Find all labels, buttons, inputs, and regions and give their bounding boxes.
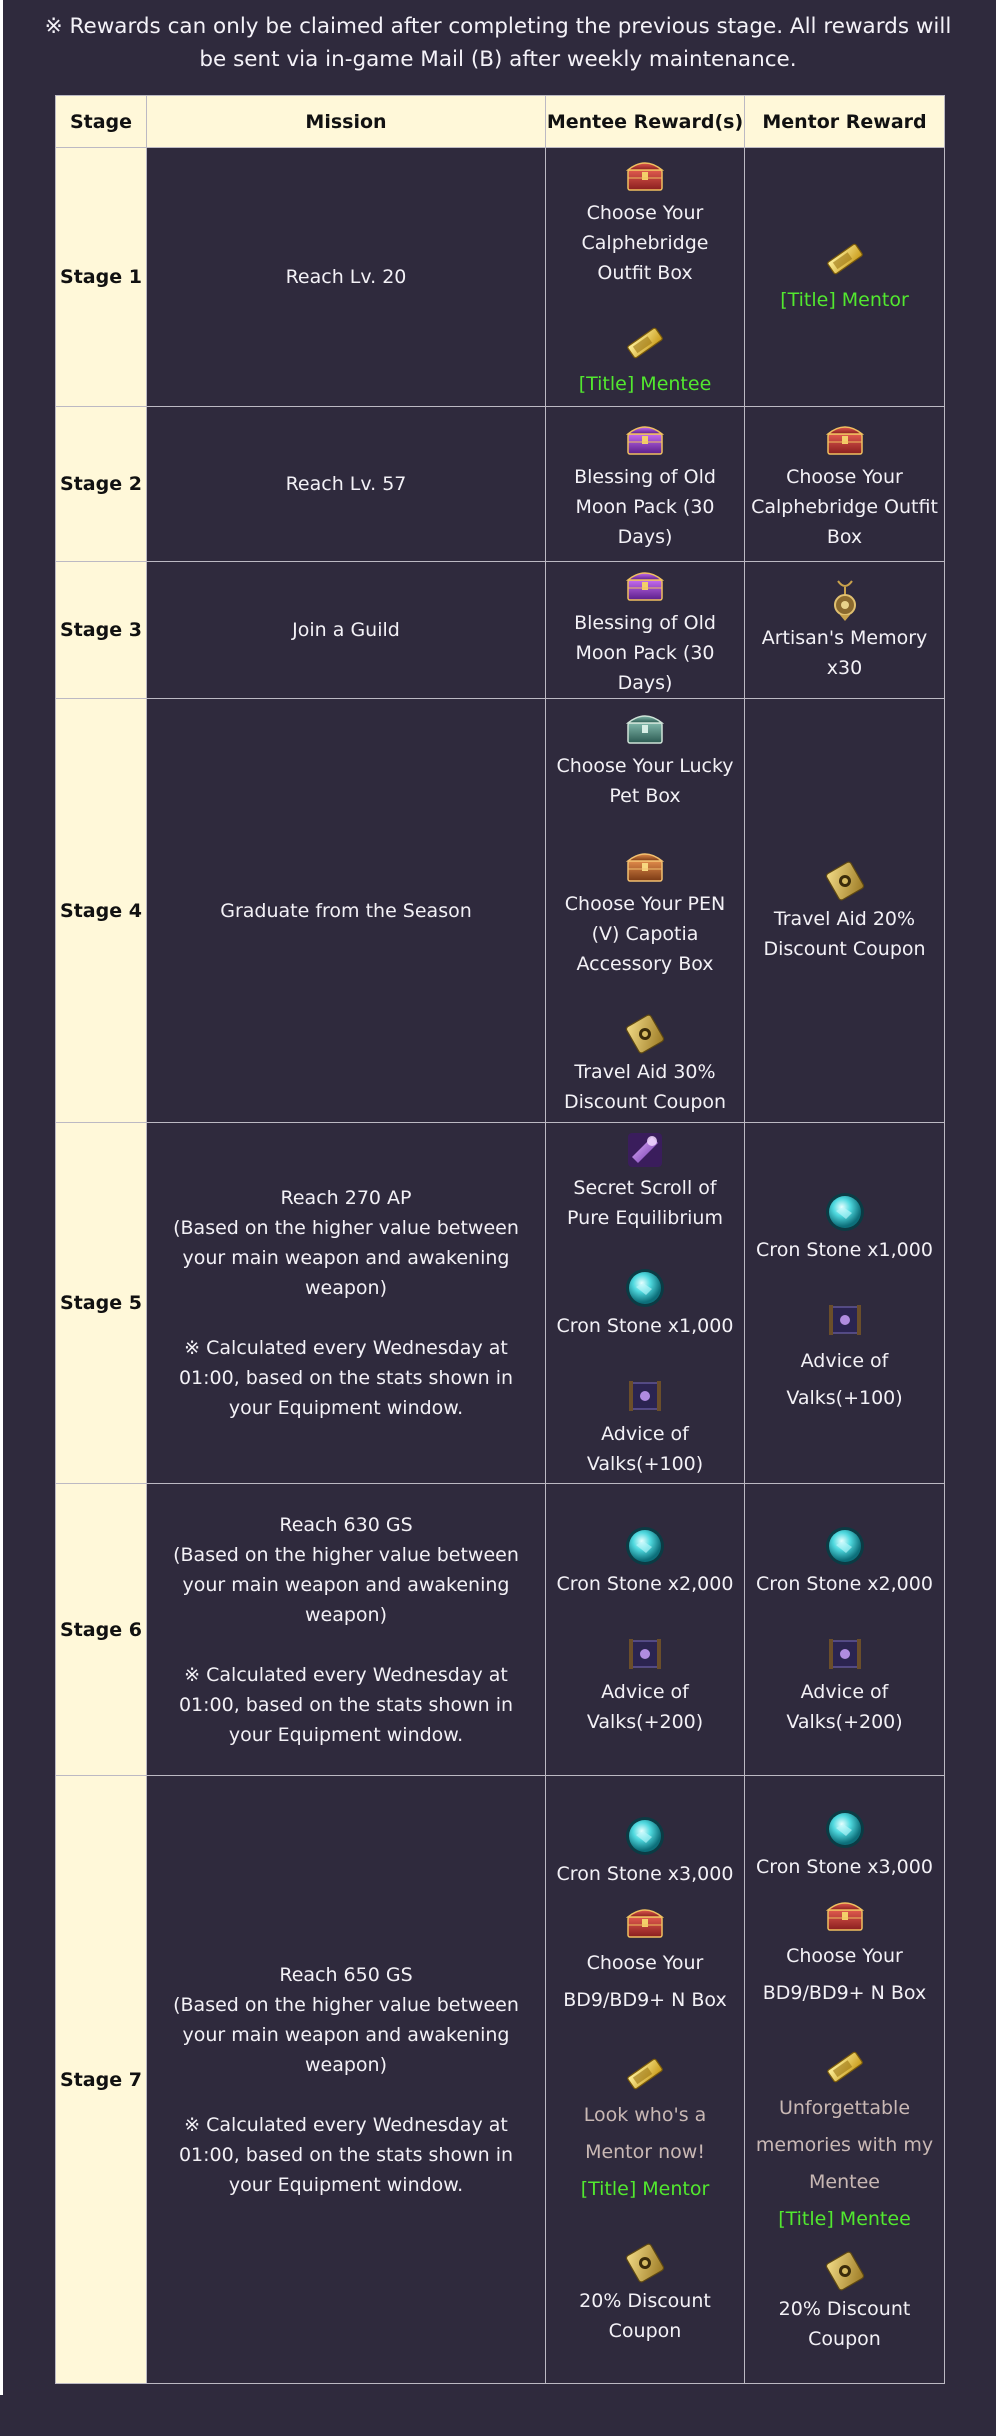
reward-label: Choose Your Calphebridge Outfit Box xyxy=(581,201,709,284)
stage-cell: Stage 2 xyxy=(56,407,147,562)
reward-label: Advice of Valks(+100) xyxy=(786,1350,903,1409)
mission-cell xyxy=(147,1123,546,1484)
mission-subtitle: (Based on the higher value between your main weapon and awakening weapon) xyxy=(173,1217,519,1299)
stage-cell: Stage 5 xyxy=(56,1123,147,1484)
reward-label: Cron Stone x3,000 xyxy=(556,1863,734,1885)
mentor-reward-cell xyxy=(745,1123,945,1484)
reward-item xyxy=(751,236,938,319)
chest-red-icon xyxy=(822,1892,868,1938)
reward-label: Travel Aid 20% Discount Coupon xyxy=(763,907,926,960)
header-mentee-reward: Mentee Reward(s) xyxy=(546,96,745,148)
mission-subtitle: (Based on the higher value between your main weapon and awakening weapon) xyxy=(173,1543,519,1626)
chest-purple-icon xyxy=(622,562,668,608)
reward-label: Choose Your PEN (V) Capotia Accessory Box xyxy=(564,892,726,975)
advice-icon xyxy=(622,1631,668,1677)
title-reward-label: [Title] Mentee xyxy=(578,372,712,395)
mission-title: Reach 650 GS xyxy=(279,1963,413,1986)
reward-item xyxy=(552,320,738,403)
reward-label: Cron Stone x2,000 xyxy=(556,1572,734,1595)
reward-label: Look who's a Mentor now! xyxy=(583,2104,707,2163)
reward-item xyxy=(552,416,738,552)
table-header-row xyxy=(56,96,945,148)
gold-ticket-icon xyxy=(622,320,668,366)
reward-label: Cron Stone x3,000 xyxy=(756,1855,933,1878)
reward-label: Secret Scroll of Pure Equilibrium xyxy=(567,1177,723,1229)
reward-item xyxy=(552,1899,738,2019)
stage-cell: Stage 3 xyxy=(56,562,147,699)
cron-stone-icon xyxy=(622,1523,668,1569)
gold-ticket-icon xyxy=(822,236,868,282)
chest-red-icon xyxy=(622,152,668,198)
reward-item xyxy=(552,705,738,811)
chest-orange-icon xyxy=(622,843,668,889)
reward-label: Cron Stone x1,000 xyxy=(556,1315,734,1337)
mentor-reward-cell xyxy=(745,1484,945,1776)
advice-icon xyxy=(822,1631,868,1677)
reward-item xyxy=(751,1297,938,1417)
reward-item xyxy=(751,416,938,552)
mentor-reward-cell xyxy=(745,699,945,1123)
mentee-reward-cell xyxy=(546,1123,745,1484)
reward-item xyxy=(552,1523,738,1599)
reward-item xyxy=(751,1892,938,2012)
reward-item xyxy=(751,577,938,683)
coupon-icon xyxy=(822,2248,868,2294)
mission-cell: Reach Lv. 20 xyxy=(147,148,546,407)
reward-label: Choose Your BD9/BD9+ N Box xyxy=(762,1944,927,2004)
reward-label: 20% Discount Coupon xyxy=(778,2297,911,2350)
rewards-table xyxy=(55,95,945,2384)
pendant-icon xyxy=(822,577,868,623)
mentor-reward-cell xyxy=(745,562,945,699)
reward-label: Artisan's Memory x30 xyxy=(761,627,928,679)
chest-teal-icon xyxy=(622,705,668,751)
scroll-icon xyxy=(622,1127,668,1173)
title-reward-label: [Title] Mentor xyxy=(780,288,909,311)
table-row xyxy=(56,699,945,1123)
reward-item xyxy=(552,2051,738,2208)
mission-cell: Reach Lv. 57 xyxy=(147,407,546,562)
reward-item xyxy=(751,1631,938,1737)
reward-item xyxy=(552,1373,738,1479)
chest-red-icon xyxy=(622,1899,668,1945)
cron-stone-icon xyxy=(622,1265,668,1311)
stage-cell: Stage 6 xyxy=(56,1484,147,1776)
table-row xyxy=(56,1776,945,2384)
cron-stone-icon xyxy=(822,1806,868,1852)
mission-note: ※ Calculated every Wednesday at 01:00, based on the stats shown in your Equipment window. xyxy=(178,1337,514,1419)
stage-cell: Stage 7 xyxy=(56,1776,147,2384)
reward-notice: ※ Rewards can only be claimed after completing the previous stage. All rewards will be sent via in-game Mail (B) after weekly maintenance. xyxy=(44,14,952,72)
reward-label: 20% Discount Coupon xyxy=(579,2290,711,2342)
mission-cell: Join a Guild xyxy=(147,562,546,699)
reward-label: Blessing of Old Moon Pack (30 Days) xyxy=(574,612,716,694)
reward-item xyxy=(552,2240,738,2346)
mission-subtitle: (Based on the higher value between your main weapon and awakening weapon) xyxy=(173,1993,519,2076)
header-mission: Mission xyxy=(147,96,546,148)
mentee-reward-cell xyxy=(546,1484,745,1776)
reward-item xyxy=(552,562,738,698)
table-row xyxy=(56,148,945,407)
mission-title: Reach 270 AP xyxy=(280,1187,412,1209)
reward-label: Choose Your BD9/BD9+ N Box xyxy=(563,1952,727,2011)
table-row xyxy=(56,1484,945,1776)
mentee-reward-cell xyxy=(546,699,745,1123)
chest-red-icon xyxy=(822,416,868,462)
stage-cell: Stage 4 xyxy=(56,699,147,1123)
page-left-border xyxy=(0,0,3,2395)
reward-item xyxy=(552,1011,738,1117)
mentor-reward-cell xyxy=(745,1776,945,2384)
gold-ticket-icon xyxy=(622,2051,668,2097)
cron-stone-icon xyxy=(822,1523,868,1569)
table-row xyxy=(56,1123,945,1484)
reward-item xyxy=(751,2248,938,2354)
reward-item xyxy=(552,1813,738,1889)
reward-item xyxy=(552,1631,738,1737)
mentee-reward-cell xyxy=(546,562,745,699)
reward-label: Advice of Valks(+200) xyxy=(586,1680,704,1733)
mentee-reward-cell xyxy=(546,148,745,407)
header-mentor-reward: Mentor Reward xyxy=(745,96,945,148)
reward-item xyxy=(751,858,938,964)
reward-label: Choose Your Calphebridge Outfit Box xyxy=(751,466,938,548)
cron-stone-icon xyxy=(822,1189,868,1235)
reward-item xyxy=(552,1127,738,1233)
reward-item xyxy=(552,1265,738,1341)
cron-stone-icon xyxy=(622,1813,668,1859)
reward-item xyxy=(552,152,738,288)
mentor-reward-cell xyxy=(745,407,945,562)
reward-label: Blessing of Old Moon Pack (30 Days) xyxy=(574,466,716,548)
reward-label: Cron Stone x1,000 xyxy=(756,1239,933,1261)
coupon-icon xyxy=(822,858,868,904)
reward-item xyxy=(751,1523,938,1599)
reward-item xyxy=(751,1189,938,1265)
reward-label: Unforgettable memories with my Mentee xyxy=(755,2096,934,2193)
reward-label: Travel Aid 30% Discount Coupon xyxy=(563,1060,727,1113)
mission-cell: Graduate from the Season xyxy=(147,699,546,1123)
reward-item xyxy=(751,2044,938,2238)
chest-purple-icon xyxy=(622,416,668,462)
mentee-reward-cell xyxy=(546,1776,745,2384)
reward-label: Advice of Valks(+100) xyxy=(586,1423,704,1475)
title-reward-label: [Title] Mentor xyxy=(580,2178,710,2200)
mission-cell xyxy=(147,1484,546,1776)
title-reward-label: [Title] Mentee xyxy=(778,2207,911,2230)
coupon-icon xyxy=(622,1011,668,1057)
coupon-icon xyxy=(622,2240,668,2286)
mission-cell xyxy=(147,1776,546,2384)
mission-title: Reach 630 GS xyxy=(279,1513,413,1536)
mentor-reward-cell xyxy=(745,148,945,407)
reward-item xyxy=(751,1806,938,1882)
mentee-reward-cell xyxy=(546,407,745,562)
reward-label: Cron Stone x2,000 xyxy=(756,1572,933,1595)
mission-note: ※ Calculated every Wednesday at 01:00, based on the stats shown in your Equipment window. xyxy=(178,1663,514,1746)
gold-ticket-icon xyxy=(822,2044,868,2090)
header-stage: Stage xyxy=(56,96,147,148)
table-row xyxy=(56,407,945,562)
reward-label: Advice of Valks(+200) xyxy=(786,1680,903,1733)
advice-icon xyxy=(822,1297,868,1343)
stage-cell: Stage 1 xyxy=(56,148,147,407)
mission-note: ※ Calculated every Wednesday at 01:00, based on the stats shown in your Equipment window. xyxy=(178,2113,514,2196)
table-row xyxy=(56,562,945,699)
reward-label: Choose Your Lucky Pet Box xyxy=(556,754,734,807)
reward-item xyxy=(552,843,738,979)
advice-icon xyxy=(622,1373,668,1419)
